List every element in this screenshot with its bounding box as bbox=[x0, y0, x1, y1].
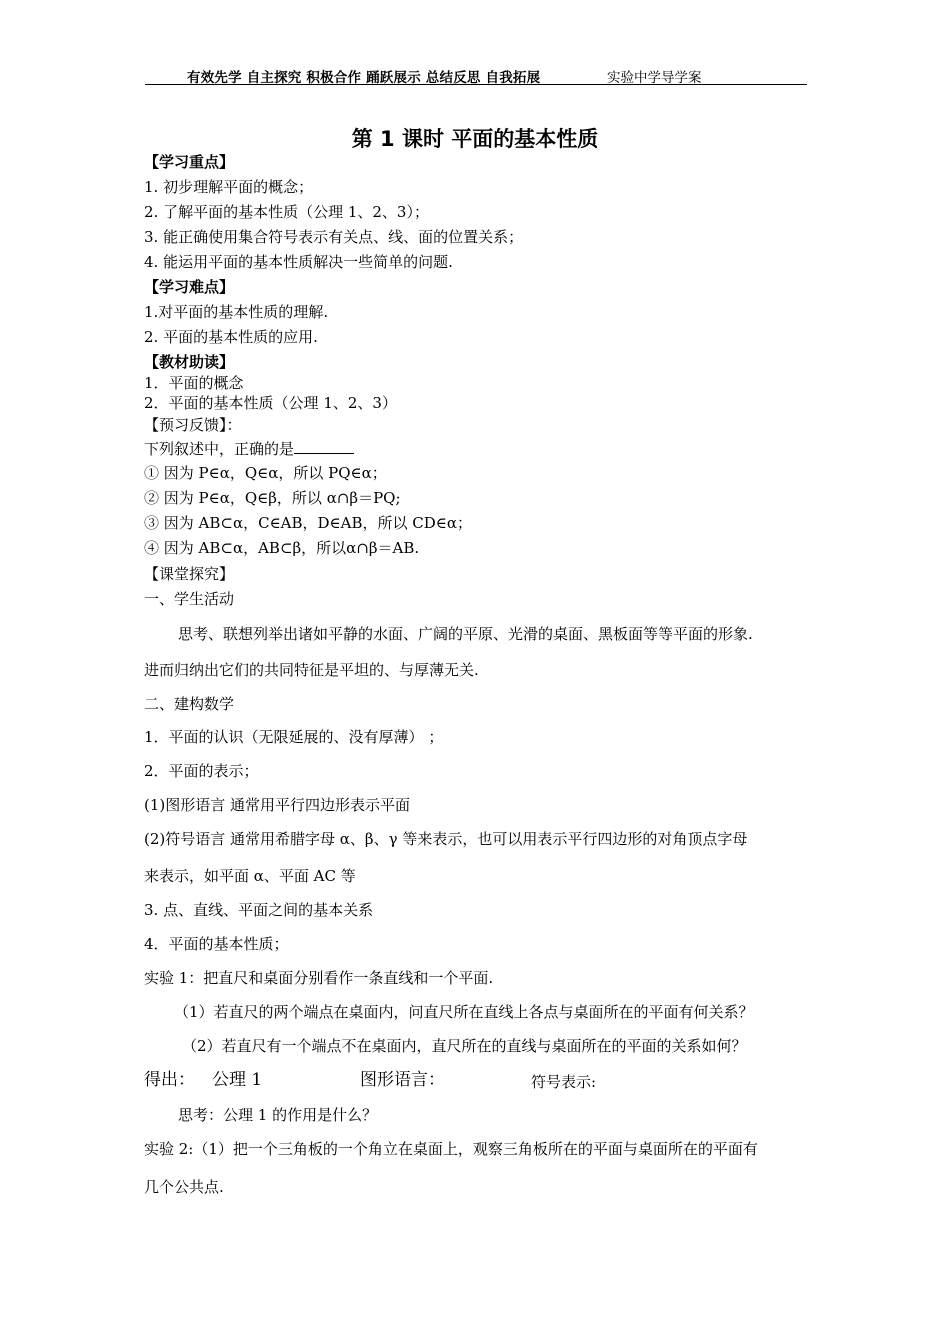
focus-item: 3. 能正确使用集合符号表示有关点、线、面的位置关系； bbox=[144, 228, 524, 246]
reading-item: 1．平面的概念 bbox=[144, 374, 244, 392]
explore-heading: 【课堂探究】 bbox=[144, 565, 235, 583]
symbol-language-label: 符号表示: bbox=[531, 1073, 597, 1091]
difficulty-heading: 【学习难点】 bbox=[144, 278, 235, 296]
part2-line: 3. 点、直线、平面之间的基本关系 bbox=[144, 901, 374, 919]
part1-text: 思考、联想列举出诸如平静的水面、广阔的平原、光滑的桌面、黑板面等等平面的形象. bbox=[178, 625, 753, 643]
difficulty-item: 2. 平面的基本性质的应用. bbox=[144, 328, 318, 346]
experiment-2: 几个公共点. bbox=[144, 1178, 224, 1196]
part2-heading: 二、建构数学 bbox=[144, 695, 235, 713]
feedback-option: ④ 因为 AB⊂α，AB⊂β，所以α∩β＝AB. bbox=[144, 539, 420, 557]
focus-item: 4. 能运用平面的基本性质解决一些简单的问题. bbox=[144, 253, 453, 271]
think-question: 思考：公理 1 的作用是什么？ bbox=[178, 1106, 378, 1124]
feedback-option: ③ 因为 AB⊂α，C∈AB，D∈AB，所以 CD∈α； bbox=[144, 514, 473, 532]
figure-language-label: 图形语言： bbox=[360, 1070, 445, 1090]
conclusion-label: 得出： bbox=[144, 1070, 195, 1090]
feedback-heading: 【预习反馈】： bbox=[144, 416, 242, 434]
part1-text: 进而归纳出它们的共同特征是平坦的、与厚薄无关. bbox=[144, 661, 479, 679]
feedback-question: 下列叙述中，正确的是 bbox=[144, 439, 354, 459]
page-title: 第 1 课时 平面的基本性质 bbox=[351, 127, 599, 151]
part2-line: 2．平面的表示； bbox=[144, 762, 259, 780]
difficulty-item: 1.对平面的基本性质的理解. bbox=[144, 303, 329, 321]
focus-item: 2. 了解平面的基本性质（公理 1、2、3）； bbox=[144, 203, 429, 221]
part1-heading: 一、学生活动 bbox=[144, 590, 235, 608]
part2-line: 来表示，如平面 α、平面 AC 等 bbox=[144, 867, 356, 885]
experiment-1-question: （1）若直尺的两个端点在桌面内，问直尺所在直线上各点与桌面所在的平面有何关系？ bbox=[174, 1003, 754, 1021]
header-motto: 有效先学 自主探究 积极合作 踊跃展示 总结反思 自我拓展 bbox=[187, 70, 541, 86]
header-school: 实验中学导学案 bbox=[607, 70, 702, 86]
axiom-label: 公理 1 bbox=[212, 1070, 263, 1090]
feedback-option: ② 因为 P∈α，Q∈β，所以 α∩β＝PQ; bbox=[144, 489, 401, 507]
experiment-2: 实验 2:（1）把一个三角板的一个角立在桌面上，观察三角板所在的平面与桌面所在的平面有 bbox=[144, 1140, 758, 1158]
feedback-option: ① 因为 P∈α，Q∈α，所以 PQ∈α； bbox=[144, 464, 387, 482]
focus-item: 1. 初步理解平面的概念； bbox=[144, 178, 314, 196]
part2-line: (2)符号语言 通常用希腊字母 α、β、γ 等来表示，也可以用表示平行四边形的对角顶点字母 bbox=[144, 830, 748, 848]
experiment-1-question: （2）若直尺有一个端点不在桌面内，直尺所在的直线与桌面所在的平面的关系如何？ bbox=[182, 1037, 747, 1055]
part2-line: (1)图形语言 通常用平行四边形表示平面 bbox=[144, 796, 411, 814]
part2-line: 4．平面的基本性质； bbox=[144, 935, 289, 953]
part2-line: 1．平面的认识（无限延展的、没有厚薄） ； bbox=[144, 728, 444, 746]
reading-heading: 【教材助读】 bbox=[144, 353, 235, 371]
experiment-1: 实验 1：把直尺和桌面分别看作一条直线和一个平面. bbox=[144, 969, 494, 987]
answer-blank[interactable] bbox=[294, 439, 354, 454]
reading-item: 2．平面的基本性质（公理 1、2、3） bbox=[144, 394, 397, 412]
page-header bbox=[145, 64, 807, 85]
focus-heading: 【学习重点】 bbox=[144, 153, 235, 171]
